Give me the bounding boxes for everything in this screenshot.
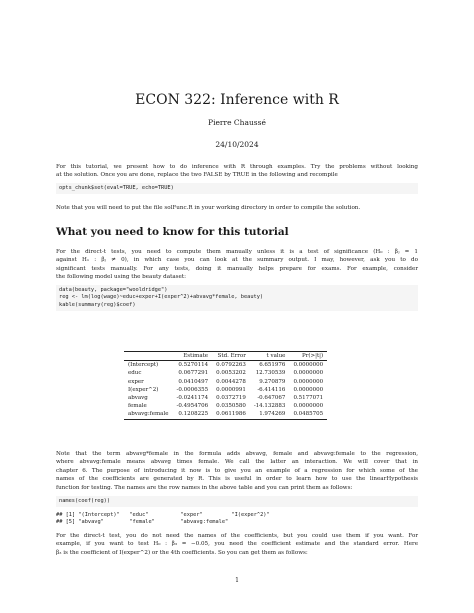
table-cell: 12.730539 <box>255 370 286 377</box>
table-cell: abvavg <box>128 395 148 402</box>
table-cell: 0.0053202 <box>216 370 246 377</box>
table-cell: 0.0350580 <box>216 403 246 410</box>
table-row <box>124 402 327 410</box>
interaction-paragraph <box>56 450 418 492</box>
table-cell: 0.5270114 <box>178 362 209 369</box>
table-row <box>124 410 327 419</box>
names-code-block: names(coef(reg)) <box>56 496 418 507</box>
output-line: ## [5] "abvavg" "female" "abvavg:female" <box>56 519 229 526</box>
table-row <box>124 361 327 370</box>
table-cell: educ <box>128 370 142 377</box>
table-cell: female <box>128 403 147 410</box>
table-cell: 0.0372719 <box>216 395 246 402</box>
code-line: reg <- lm(log(wage)~educ+exper+I(exper^2)+abvavg*female, beauty) <box>59 294 264 301</box>
table-cell: 0.0000000 <box>293 403 324 410</box>
table-cell: 0.0410497 <box>178 378 209 385</box>
table-row <box>124 369 327 377</box>
paragraph-line: Note that the term abvavg*female in the formula adds abvavg, female and abvavg:female to the regression, <box>56 451 418 457</box>
table-cell: -0.0241174 <box>176 395 209 402</box>
table-cell: 0.0044278 <box>216 378 246 385</box>
table-row <box>124 386 327 394</box>
table-cell: 0.0000000 <box>293 386 324 393</box>
table-cell: abvavg:female <box>124 410 172 419</box>
table-row <box>124 378 327 386</box>
document-title: ECON 322: Inference with R <box>135 92 339 108</box>
output-line: ## [1] "(Intercept)" "educ" "exper" "I(exper^2)" <box>56 512 270 518</box>
table-header-cell: t value <box>250 352 290 361</box>
section-line: For the direct-t tests, you need to compute them manually unless it is a test of significance (H₀ : βⱼ = 1 <box>56 249 418 255</box>
final-paragraph <box>56 532 418 557</box>
table-header-cell <box>124 352 172 361</box>
section-line: the following model using the beauty dataset: <box>56 274 186 281</box>
table-cell: 1.974269 <box>250 410 290 419</box>
section-line: against H₁ : βⱼ ≠ 0), in which case you can look at the summary output. I may, however, ask you to do <box>56 257 418 264</box>
table-cell: I(exper^2) <box>128 386 159 393</box>
note-paragraph <box>56 204 418 212</box>
table-cell: -0.647067 <box>257 395 286 402</box>
section-paragraph <box>56 248 418 282</box>
table-header-row <box>124 352 327 361</box>
paragraph-line: For the direct-t test, you do not need the names of the coefficients, but you could use them if you want. For <box>56 533 418 539</box>
table-cell: exper <box>128 378 144 385</box>
document-date: 24/10/2024 <box>215 140 259 149</box>
table-cell: 0.0677291 <box>178 370 209 377</box>
table-cell: -14.132883 <box>253 403 286 410</box>
table-cell: 0.0000000 <box>293 370 324 377</box>
intro-line: For this tutorial, we present how to do inference with R through examples. Try the problems without looking <box>56 164 418 170</box>
table-cell: -6.414116 <box>257 386 286 393</box>
table-cell: -0.0006355 <box>176 386 209 393</box>
paragraph-line: chapter 6. The purpose of introducing it now is to give you an example of a regression for which some of the <box>56 467 418 474</box>
table-cell: 6.651976 <box>259 362 286 369</box>
table-cell: (Intercept) <box>128 362 159 369</box>
table-cell: -0.4954706 <box>176 403 209 410</box>
document-author: Pierre Chaussé <box>208 118 266 127</box>
table-cell: 9.270879 <box>259 378 286 385</box>
table-cell: 0.0792263 <box>216 362 246 369</box>
table-cell: 0.1208225 <box>172 410 212 419</box>
names-output <box>56 512 418 527</box>
table-row <box>124 394 327 402</box>
table-cell: 0.0611986 <box>212 410 250 419</box>
model-code-block <box>56 285 418 311</box>
section-heading: What you need to know for this tutorial <box>56 226 289 238</box>
code-line: data(beauty, package="wooldridge") <box>59 287 168 293</box>
paragraph-line: where abvavg:female means abvavg times female. We call the latter an interaction. We will cover that in <box>56 459 418 466</box>
paragraph-line: example, if you want to test H₀ : β₃ = −0.05, you need the coefficient estimate and the standard error. Here <box>56 541 418 548</box>
paragraph-line: names of the coefficients are generated by R. This is useful in order to learn how to use the linearHypothesis <box>56 476 418 483</box>
intro-line: at the solution. Once you are done, replace the two FALSE by TRUE in the following and recompile <box>56 172 338 179</box>
paragraph-line: β₃ is the coefficient of I(exper^2) or the 4th coefficients. So you can get them as follows: <box>56 549 308 556</box>
regression-table <box>124 351 327 420</box>
page-number: 1 <box>235 577 239 584</box>
table-cell: 0.5177071 <box>293 395 324 402</box>
table-header-cell: Std. Error <box>212 352 250 361</box>
table-header-cell: Pr(>|t|) <box>289 352 327 361</box>
note-line: Note that you will need to put the file solFunc.R in your working directory in order to compile the solution. <box>56 205 361 211</box>
opts-code-block: opts_chunk$set(eval=TRUE, echo=TRUE) <box>56 183 418 194</box>
table-cell: 0.0000000 <box>293 378 324 385</box>
section-line: significant tests manually. For any tests, doing it manually helps prepare for exams. For example, consider <box>56 265 418 272</box>
intro-paragraph <box>56 163 418 180</box>
table-cell: 0.0000991 <box>216 386 246 393</box>
table-header-cell: Estimate <box>172 352 212 361</box>
paragraph-line: function for testing. The names are the row names in the above table and you can print them as follows: <box>56 484 353 491</box>
table-cell: 0.0000000 <box>293 362 324 369</box>
code-line: kable(summary(reg)$coef) <box>59 301 136 308</box>
table-cell: 0.0485705 <box>289 410 327 419</box>
